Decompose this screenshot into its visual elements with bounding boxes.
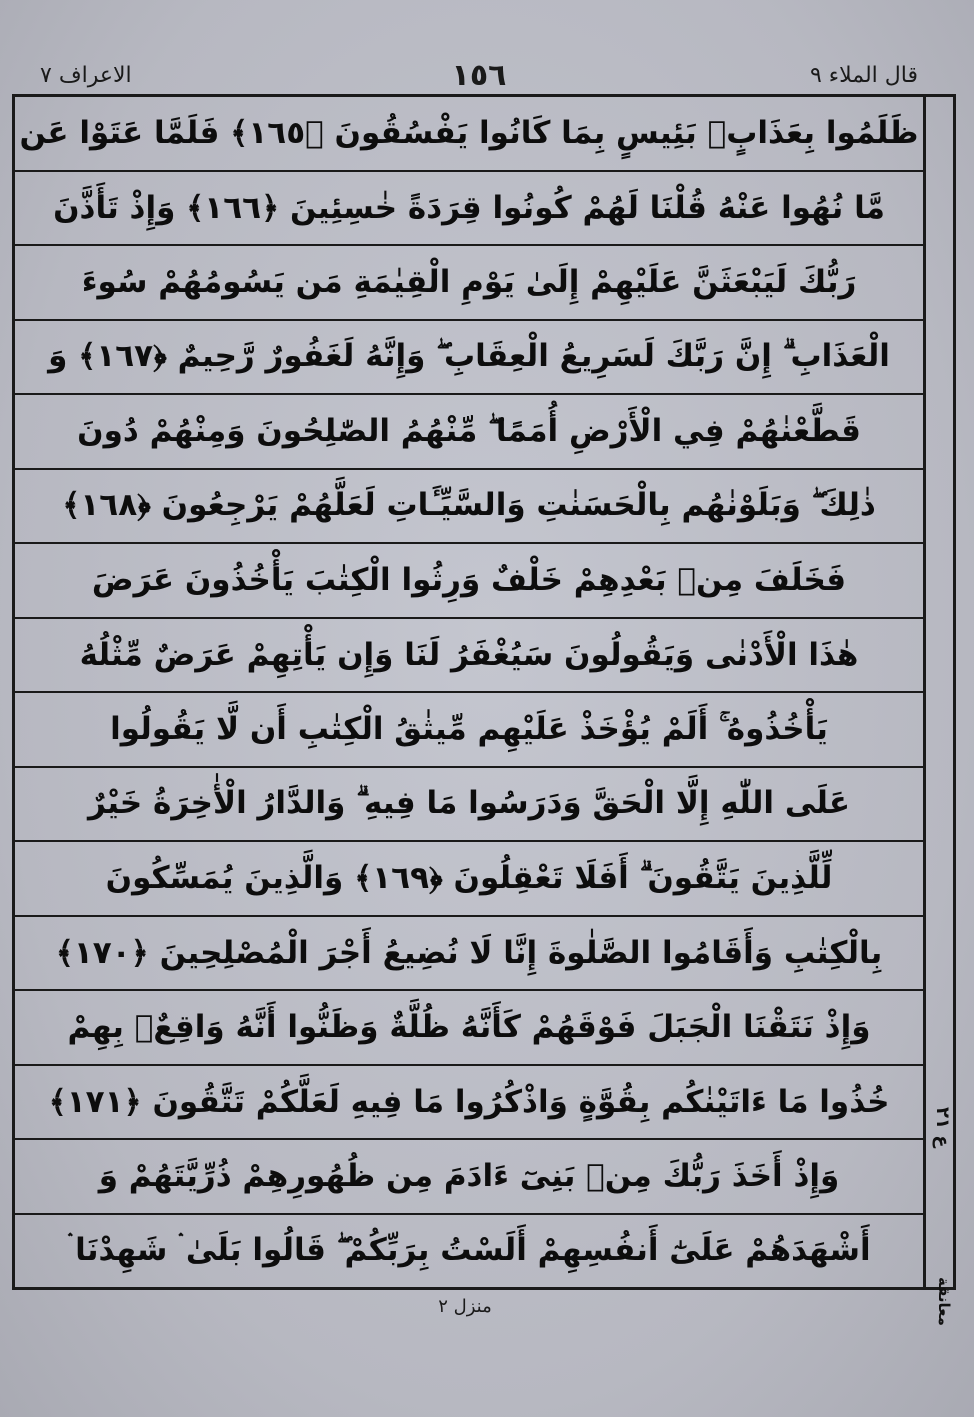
- page-header: [20, 58, 948, 92]
- text-line-6: ذٰلِكَ ۖ وَبَلَوْنٰهُم بِالْحَسَنٰتِ وَالسَّيِّـَٔاتِ لَعَلَّهُمْ يَرْجِعُونَ ﴿١٦٨﴾: [15, 470, 923, 545]
- margin-note: معانقة: [935, 1277, 953, 1326]
- text-line-4: الْعَذَابِ ۗ إِنَّ رَبَّكَ لَسَرِيعُ الْعِقَابِ ۖ وَإِنَّهُ لَغَفُورٌ رَّحِيمٌ ﴿١٦٧﴾ وَ: [15, 321, 923, 396]
- text-line-12: بِالْكِتٰبِ وَأَقَامُوا الصَّلٰوةَ إِنَّا لَا نُضِيعُ أَجْرَ الْمُصْلِحِينَ ﴿١٧٠﴾: [15, 917, 923, 992]
- text-line-5: قَطَّعْنٰهُمْ فِي الْأَرْضِ أُمَمًا ۖ مِّنْهُمُ الصّٰلِحُونَ وَمِنْهُمْ دُونَ: [15, 395, 923, 470]
- surah-name: الاعراف ٧: [40, 62, 132, 88]
- text-line-2: مَّا نُهُوا عَنْهُ قُلْنَا لَهُمْ كُونُوا قِرَدَةً خٰسِئِينَ ﴿١٦٦﴾ وَإِذْ تَأَذَّنَ: [15, 172, 923, 247]
- ruku-marker: ع ٢١: [932, 1107, 953, 1148]
- text-line-14: خُذُوا مَا ءَاتَيْنٰكُم بِقُوَّةٍ وَاذْكُرُوا مَا فِيهِ لَعَلَّكُمْ تَتَّقُونَ ﴿١٧١﴾: [15, 1066, 923, 1141]
- text-line-9: يَأْخُذُوهُ ۚ أَلَمْ يُؤْخَذْ عَلَيْهِم مِّيثٰقُ الْكِتٰبِ أَن لَّا يَقُولُوا: [15, 693, 923, 768]
- para-name: قال الملاء ٩: [809, 62, 918, 88]
- text-line-1: ظَلَمُوا بِعَذَابٍۭ بَئِيسٍ بِمَا كَانُوا يَفْسُقُونَ ﴿١٦٥﴾ فَلَمَّا عَتَوْا عَن: [15, 97, 923, 172]
- text-line-13: وَإِذْ نَتَقْنَا الْجَبَلَ فَوْقَهُمْ كَأَنَّهُ ظُلَّةٌ وَظَنُّوا أَنَّهُ وَاقِعٌۢ بِهِمْ: [15, 991, 923, 1066]
- text-line-7: فَخَلَفَ مِنۢ بَعْدِهِمْ خَلْفٌ وَرِثُوا الْكِتٰبَ يَأْخُذُونَ عَرَضَ: [15, 544, 923, 619]
- text-line-8: هٰذَا الْأَدْنٰى وَيَقُولُونَ سَيُغْفَرُ لَنَا وَإِن يَأْتِهِمْ عَرَضٌ مِّثْلُهُ: [15, 619, 923, 694]
- manzil-footer: منزل ٢: [438, 1296, 492, 1317]
- text-line-3: رَبُّكَ لَيَبْعَثَنَّ عَلَيْهِمْ إِلَىٰ يَوْمِ الْقِيٰمَةِ مَن يَسُومُهُمْ سُوءَ: [15, 246, 923, 321]
- text-line-10: عَلَى اللّٰهِ إِلَّا الْحَقَّ وَدَرَسُوا مَا فِيهِ ۗ وَالدَّارُ الْأٰخِرَةُ خَيْرٌ: [15, 768, 923, 843]
- text-line-11: لِّلَّذِينَ يَتَّقُونَ ۗ أَفَلَا تَعْقِلُونَ ﴿١٦٩﴾ وَالَّذِينَ يُمَسِّكُونَ: [15, 842, 923, 917]
- side-margin: [926, 94, 956, 1326]
- text-line-16: أَشْهَدَهُمْ عَلَىٰٓ أَنفُسِهِمْ أَلَسْتُ بِرَبِّكُمْ ۖ قَالُوا بَلَىٰ ۛ شَهِدْنَا ۛ: [67, 1232, 871, 1269]
- text-line-15: وَإِذْ أَخَذَ رَبُّكَ مِنۢ بَنِىٓ ءَادَمَ مِن ظُهُورِهِمْ ذُرِّيَّتَهُمْ وَ: [15, 1140, 923, 1215]
- text-frame: [12, 94, 926, 1290]
- page-number: ١٥٦: [451, 57, 507, 93]
